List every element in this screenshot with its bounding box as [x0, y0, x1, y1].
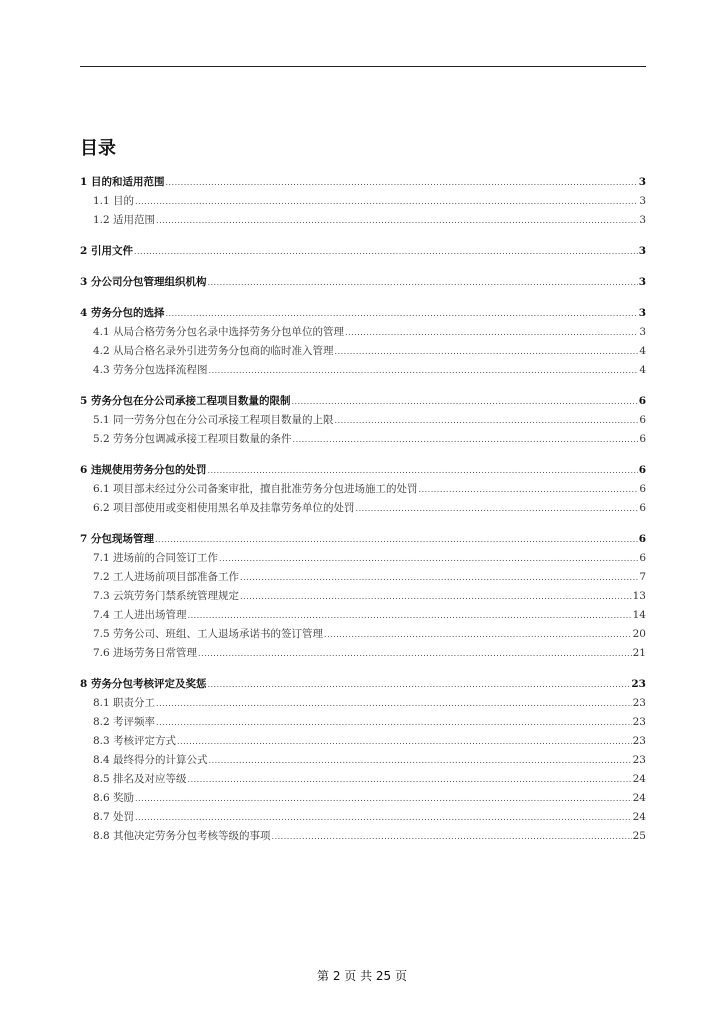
- toc-entry-label: 4.3 劳务分包选择流程图: [93, 364, 208, 376]
- toc-entry-chapter[interactable]: [80, 174, 646, 193]
- toc-entry-label: 6.1 项目部未经过分公司备案审批，擅自批准劳务分包进场施工的处罚: [93, 483, 418, 495]
- toc-leader-dots: [335, 414, 639, 426]
- toc-leader-dots: [134, 245, 638, 257]
- toc-page-number: 7: [639, 571, 646, 583]
- toc-entry-label: 8.2 考评频率: [93, 716, 156, 728]
- toc-leader-dots: [188, 773, 632, 785]
- toc-entry-label: 4.2 从局合格名录外引进劳务分包商的临时准入管理: [93, 345, 334, 357]
- toc-leader-dots: [156, 716, 632, 728]
- toc-page-number: 24: [632, 811, 646, 823]
- table-of-contents: [80, 171, 646, 847]
- toc-entry-chapter[interactable]: [80, 393, 646, 412]
- toc-page-number: 23: [632, 754, 646, 766]
- toc-page-number: 3: [638, 276, 646, 288]
- toc-entry-section[interactable]: [80, 569, 646, 588]
- toc-leader-dots: [345, 326, 638, 338]
- toc-entry-section[interactable]: [80, 695, 646, 714]
- toc-entry-label: 6.2 项目部使用或变相使用黑名单及挂靠劳务单位的处罚: [93, 502, 355, 514]
- toc-entry-section[interactable]: [80, 212, 646, 231]
- toc-leader-dots: [419, 483, 639, 495]
- toc-entry-chapter[interactable]: [80, 243, 646, 262]
- toc-entry-label: 3 分公司分包管理组织机构: [80, 276, 207, 288]
- toc-page-number: 6: [639, 433, 646, 445]
- toc-entry-label: 1 目的和适用范围: [80, 176, 165, 188]
- toc-entry-label: 8.5 排名及对应等级: [93, 773, 187, 785]
- toc-entry-section[interactable]: [80, 607, 646, 626]
- toc-page-number: 21: [632, 647, 646, 659]
- toc-entry-section[interactable]: [80, 588, 646, 607]
- toc-leader-dots: [135, 811, 632, 823]
- toc-page-number: 3: [638, 176, 646, 188]
- toc-page-number: 23: [632, 735, 646, 747]
- toc-entry-section[interactable]: [80, 809, 646, 828]
- toc-leader-dots: [291, 395, 637, 407]
- toc-page-number: 3: [638, 245, 646, 257]
- toc-leader-dots: [135, 792, 632, 804]
- toc-entry-label: 7.2 工人进场前项目部准备工作: [93, 571, 240, 583]
- toc-entry-label: 1.1 目的: [93, 195, 135, 207]
- toc-entry-label: 8.8 其他决定劳务分包考核等级的事项: [93, 830, 271, 842]
- toc-page-number: 23: [631, 678, 646, 690]
- toc-page-number: 6: [639, 552, 646, 564]
- toc-entry-section[interactable]: [80, 752, 646, 771]
- toc-leader-dots: [209, 754, 632, 766]
- toc-entry-label: 5 劳务分包在分公司承接工程项目数量的限制: [80, 395, 291, 407]
- toc-entry-label: 4.1 从局合格劳务分包名录中选择劳务分包单位的管理: [93, 326, 345, 338]
- toc-entry-label: 5.2 劳务分包调减承接工程项目数量的条件: [93, 433, 292, 445]
- toc-entry-chapter[interactable]: [80, 305, 646, 324]
- toc-leader-dots: [156, 214, 638, 226]
- toc-entry-label: 8.6 奖励: [93, 792, 135, 804]
- toc-page-number: 3: [638, 307, 646, 319]
- toc-entry-label: 8 劳务分包考核评定及奖惩: [80, 678, 207, 690]
- toc-entry-section[interactable]: [80, 324, 646, 343]
- toc-entry-section[interactable]: [80, 733, 646, 752]
- toc-page-number: 23: [632, 716, 646, 728]
- toc-leader-dots: [240, 590, 632, 602]
- toc-leader-dots: [188, 609, 632, 621]
- toc-page-number: 6: [638, 395, 646, 407]
- toc-entry-label: 8.4 最终得分的计算公式: [93, 754, 208, 766]
- toc-entry-label: 7.6 进场劳务日常管理: [93, 647, 198, 659]
- toc-entry-label: 7 分包现场管理: [80, 533, 154, 545]
- toc-leader-dots: [335, 345, 639, 357]
- toc-leader-dots: [135, 195, 638, 207]
- toc-entry-section[interactable]: [80, 412, 646, 431]
- toc-entry-section[interactable]: [80, 550, 646, 569]
- toc-entry-label: 4 劳务分包的选择: [80, 307, 165, 319]
- toc-page-number: 6: [638, 464, 646, 476]
- toc-entry-section[interactable]: [80, 828, 646, 847]
- toc-leader-dots: [240, 571, 638, 583]
- toc-leader-dots: [209, 364, 639, 376]
- toc-page-number: 13: [632, 590, 646, 602]
- page-footer: 第 2 页 共 25 页: [317, 969, 407, 983]
- toc-page-number: 3: [639, 326, 646, 338]
- toc-entry-label: 6 违规使用劳务分包的处罚: [80, 464, 207, 476]
- toc-leader-dots: [207, 464, 637, 476]
- page-title: 目录: [80, 138, 116, 159]
- toc-entry-section[interactable]: [80, 343, 646, 362]
- toc-page-number: 3: [639, 214, 646, 226]
- toc-entry-section[interactable]: [80, 362, 646, 381]
- toc-entry-chapter[interactable]: [80, 274, 646, 293]
- toc-entry-section[interactable]: [80, 790, 646, 809]
- toc-entry-label: 7.4 工人进出场管理: [93, 609, 187, 621]
- toc-entry-label: 8.7 处罚: [93, 811, 135, 823]
- toc-leader-dots: [272, 830, 632, 842]
- toc-leader-dots: [165, 176, 637, 188]
- toc-entry-label: 7.3 云筑劳务门禁系统管理规定: [93, 590, 240, 602]
- toc-page-number: 6: [639, 502, 646, 514]
- toc-entry-chapter[interactable]: [80, 531, 646, 550]
- toc-entry-label: 1.2 适用范围: [93, 214, 156, 226]
- toc-leader-dots: [293, 433, 639, 445]
- toc-leader-dots: [177, 735, 632, 747]
- toc-entry-label: 7.1 进场前的合同签订工作: [93, 552, 219, 564]
- toc-page-number: 20: [632, 628, 646, 640]
- toc-entry-section[interactable]: [80, 193, 646, 212]
- toc-page-number: 3: [639, 195, 646, 207]
- toc-entry-chapter[interactable]: [80, 462, 646, 481]
- toc-page-number: 24: [632, 773, 646, 785]
- toc-leader-dots: [207, 276, 637, 288]
- toc-entry-label: 8.1 职责分工: [93, 697, 156, 709]
- toc-entry-label: 5.1 同一劳务分包在分公司承接工程项目数量的上限: [93, 414, 334, 426]
- toc-page-number: 4: [639, 345, 646, 357]
- toc-leader-dots: [198, 647, 632, 659]
- toc-entry-label: 7.5 劳务公司、班组、工人退场承诺书的签订管理: [93, 628, 324, 640]
- toc-page-number: 23: [632, 697, 646, 709]
- toc-entry-section[interactable]: [80, 626, 646, 645]
- toc-leader-dots: [324, 628, 632, 640]
- toc-entry-section[interactable]: [80, 500, 646, 519]
- toc-page-number: 4: [639, 364, 646, 376]
- toc-page-number: 6: [639, 414, 646, 426]
- toc-entry-section[interactable]: [80, 771, 646, 790]
- toc-leader-dots: [356, 502, 639, 514]
- toc-entry-section[interactable]: [80, 645, 646, 664]
- toc-entry-label: 2 引用文件: [80, 245, 133, 257]
- toc-entry-section[interactable]: [80, 481, 646, 500]
- toc-leader-dots: [219, 552, 638, 564]
- header-rule: [80, 66, 646, 67]
- toc-entry-section[interactable]: [80, 431, 646, 450]
- toc-page-number: 14: [632, 609, 646, 621]
- toc-entry-label: 8.3 考核评定方式: [93, 735, 177, 747]
- toc-leader-dots: [156, 697, 632, 709]
- toc-leader-dots: [207, 678, 630, 690]
- toc-entry-chapter[interactable]: [80, 676, 646, 695]
- toc-page-number: 25: [632, 830, 646, 842]
- toc-entry-section[interactable]: [80, 714, 646, 733]
- toc-page-number: 6: [638, 533, 646, 545]
- toc-leader-dots: [155, 533, 638, 545]
- toc-leader-dots: [165, 307, 637, 319]
- toc-page-number: 24: [632, 792, 646, 804]
- toc-page-number: 6: [639, 483, 646, 495]
